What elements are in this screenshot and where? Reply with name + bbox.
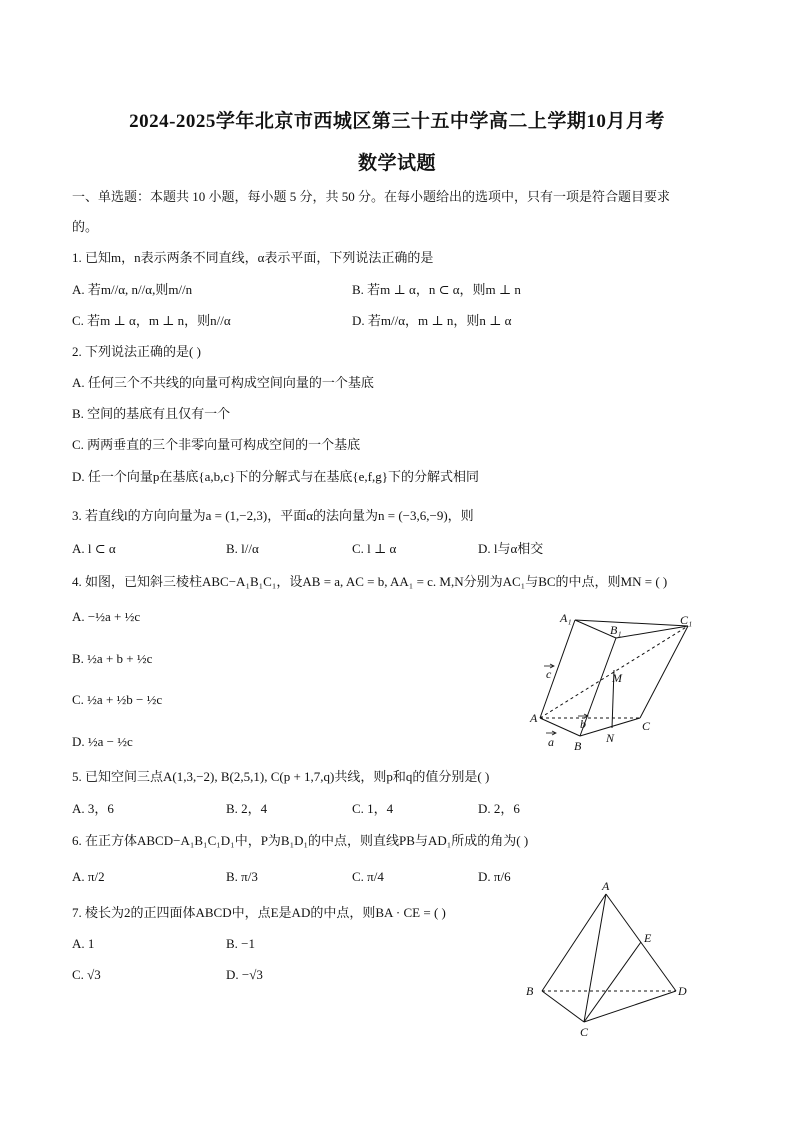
section-instructions-cont: 的。 xyxy=(72,219,99,234)
question-4-option-a[interactable]: A. −½a + ½c xyxy=(72,609,141,624)
question-2-option-c[interactable]: C. 两两垂直的三个非零向量可构成空间的一个基底 xyxy=(72,437,361,452)
segment-ce xyxy=(584,942,641,1022)
question-3-option-b[interactable]: B. l//α xyxy=(226,541,259,556)
edge-b1c1 xyxy=(616,626,688,638)
label-vector-c: c xyxy=(546,667,552,681)
question-5-stem: 5. 已知空间三点A(1,3,−2), B(2,5,1), C(p + 1,7,q)共线，则p和q的值分别是( ) xyxy=(72,769,490,784)
question-1-stem: 1. 已知m，n表示两条不同直线，α表示平面，下列说法正确的是 xyxy=(72,250,434,265)
question-4-option-c[interactable]: C. ½a + ½b − ½c xyxy=(72,692,163,707)
question-1-option-d[interactable]: D. 若m//α，m ⊥ n，则n ⊥ α xyxy=(352,313,512,328)
question-6-option-a[interactable]: A. π/2 xyxy=(72,869,105,884)
label-a: A xyxy=(530,711,538,725)
question-3-option-d[interactable]: D. l与α相交 xyxy=(478,541,544,556)
question-1-option-b[interactable]: B. 若m ⊥ α，n ⊂ α，则m ⊥ n xyxy=(352,282,521,297)
label-vector-b: b xyxy=(580,717,586,731)
edge-ac xyxy=(584,894,606,1022)
question-4-option-d[interactable]: D. ½a − ½c xyxy=(72,734,133,749)
question-2-option-b[interactable]: B. 空间的基底有且仅有一个 xyxy=(72,406,231,421)
question-1-option-c[interactable]: C. 若m ⊥ α，m ⊥ n，则n//α xyxy=(72,313,231,328)
question-6-option-d[interactable]: D. π/6 xyxy=(478,869,511,884)
label-c: C xyxy=(642,719,651,733)
tetrahedron-figure xyxy=(520,878,700,1043)
section-instructions: 一、单选题：本题共 10 小题，每小题 5 分，共 50 分。在每小题给出的选项中，只有一项是符合题目要求 xyxy=(72,189,671,204)
label-c1: C₁ xyxy=(680,613,693,627)
edge-ab xyxy=(542,894,606,991)
label-e: E xyxy=(644,931,652,945)
question-5-option-a[interactable]: A. 3，6 xyxy=(72,801,114,816)
question-5-option-b[interactable]: B. 2，4 xyxy=(226,801,268,816)
label-b: B xyxy=(526,984,534,998)
question-7-stem: 7. 棱长为2的正四面体ABCD中，点E是AD的中点，则BA · CE = ( ) xyxy=(72,905,446,920)
prism-figure xyxy=(520,608,720,758)
question-7-option-c[interactable]: C. √3 xyxy=(72,967,101,982)
question-6-option-b[interactable]: B. π/3 xyxy=(226,869,258,884)
label-b1: B₁ xyxy=(610,623,622,637)
question-2-option-a[interactable]: A. 任何三个不共线的向量可构成空间向量的一个基底 xyxy=(72,375,374,390)
question-4-option-b[interactable]: B. ½a + b + ½c xyxy=(72,651,153,666)
label-m: M xyxy=(612,671,622,685)
question-5-option-c[interactable]: C. 1，4 xyxy=(352,801,394,816)
exam-subtitle: 数学试题 xyxy=(357,153,436,174)
question-2-stem: 2. 下列说法正确的是( ) xyxy=(72,344,201,359)
question-7-option-b[interactable]: B. −1 xyxy=(226,936,256,951)
question-3-option-a[interactable]: A. l ⊂ α xyxy=(72,541,116,556)
question-2-option-d[interactable]: D. 任一个向量p在基底{a,b,c}下的分解式与在基底{e,f,g}下的分解式相同 xyxy=(72,469,479,484)
question-7-option-a[interactable]: A. 1 xyxy=(72,936,95,951)
label-c: C xyxy=(580,1025,589,1039)
edge-cd xyxy=(584,991,676,1022)
label-b: B xyxy=(574,739,582,753)
question-6-stem: 6. 在正方体ABCD−A₁B₁C₁D₁中，P为B₁D₁的中点，则直线PB与AD₁所成的角为( ) xyxy=(72,833,529,848)
question-6-option-c[interactable]: C. π/4 xyxy=(352,869,384,884)
label-a1: A₁ xyxy=(560,611,572,625)
label-a: A xyxy=(602,879,610,893)
question-3-option-c[interactable]: C. l ⊥ α xyxy=(352,541,397,556)
question-7-option-d[interactable]: D. −√3 xyxy=(226,967,263,982)
question-5-option-d[interactable]: D. 2，6 xyxy=(478,801,520,816)
edge-a1c1 xyxy=(575,620,688,626)
question-1-option-a[interactable]: A. 若m//α, n//α,则m//n xyxy=(72,282,193,297)
exam-title: 2024-2025学年北京市西城区第三十五中学高二上学期10月月考 xyxy=(129,111,665,132)
label-vector-a: a xyxy=(548,735,554,749)
label-n: N xyxy=(606,731,615,745)
question-4-stem: 4. 如图，已知斜三棱柱ABC−A₁B₁C₁，设AB = a, AC = b, AA₁ = c. M,N分别为AC₁与BC的中点，则MN = ( ) xyxy=(72,574,668,589)
edge-cc1 xyxy=(640,626,688,718)
question-3-stem: 3. 若直线l的方向向量为a = (1,−2,3)，平面α的法向量为n = (−3,6,−9)，则 xyxy=(72,508,474,523)
label-d: D xyxy=(678,984,687,998)
edge-bc xyxy=(542,991,584,1022)
